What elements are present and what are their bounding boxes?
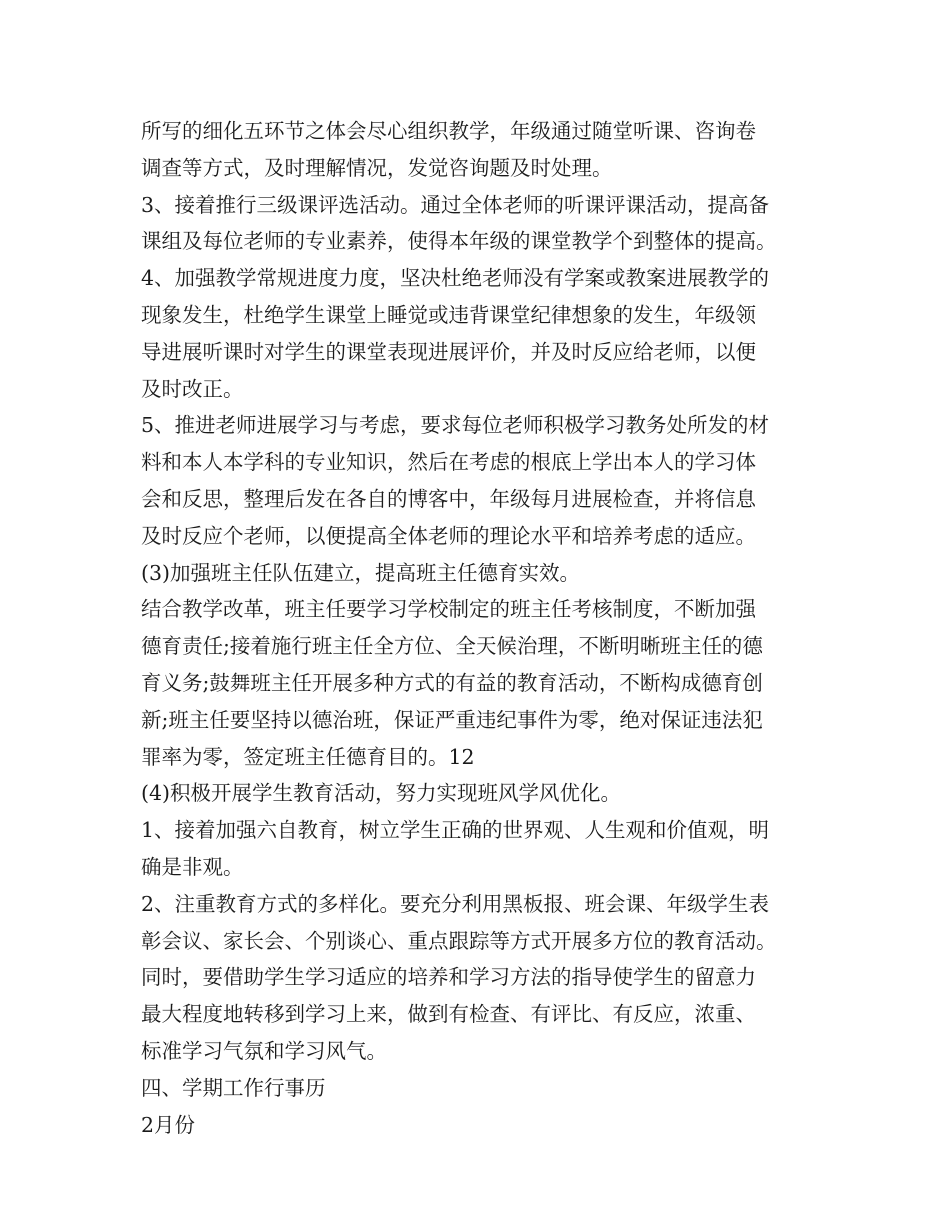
text-line: (4)积极开展学生教育活动，努力实现班风学风优化。	[141, 781, 622, 806]
text-line: 罪率为零，签定班主任德育目的。12	[141, 744, 475, 769]
text-line: 彰会议、家长会、个别谈心、重点跟踪等方式开展多方位的教育活动。	[141, 928, 777, 953]
text-line: 现象发生，杜绝学生课堂上睡觉或违背课堂纪律想象的发生，年级领	[141, 302, 756, 327]
month-heading: 2月份	[141, 1112, 196, 1137]
text-line: 导进展听课时对学生的课堂表现进展评价，并及时反应给老师，以便	[141, 339, 756, 364]
text-line: 1、接着加强六自教育，树立学生正确的世界观、人生观和价值观，明	[141, 818, 770, 843]
text-line: 育义务;鼓舞班主任开展多种方式的有益的教育活动，不断构成德育创	[141, 670, 763, 695]
text-line: 料和本人本学科的专业知识，然后在考虑的根底上学出本人的学习体	[141, 450, 756, 475]
document-body	[141, 113, 841, 1143]
text-line: (3)加强班主任队伍建立，提高班主任德育实效。	[141, 560, 581, 585]
text-line: 最大程度地转移到学习上来，做到有检查、有评比、有反应，浓重、	[141, 1002, 756, 1027]
text-line: 4、加强教学常规进度力度，坚决杜绝老师没有学案或教案进展教学的	[141, 266, 770, 291]
text-line: 同时，要借助学生学习适应的培养和学习方法的指导使学生的留意力	[141, 965, 756, 990]
text-line: 3、接着推行三级课评选活动。通过全体老师的听课评课活动，提高备	[141, 192, 770, 217]
text-line: 会和反思，整理后发在各自的博客中，年级每月进展检查，并将信息	[141, 486, 756, 511]
section-heading: 四、学期工作行事历	[141, 1075, 326, 1100]
text-line: 结合教学改革，班主任要学习学校制定的班主任考核制度，不断加强	[141, 597, 756, 622]
text-line: 调查等方式，及时理解情况，发觉咨询题及时处理。	[141, 155, 613, 180]
text-line: 确是非观。	[141, 854, 244, 879]
text-line: 5、推进老师进展学习与考虑，要求每位老师积极学习教务处所发的材	[141, 413, 770, 438]
text-line: 2、注重教育方式的多样化。要充分利用黑板报、班会课、年级学生表	[141, 891, 770, 916]
text-line: 标准学习气氛和学习风气。	[141, 1038, 387, 1063]
text-line: 德育责任;接着施行班主任全方位、全天候治理，不断明晰班主任的德	[141, 634, 763, 659]
text-line: 及时改正。	[141, 376, 244, 401]
text-line: 新;班主任要坚持以德治班，保证严重违纪事件为零，绝对保证违法犯	[141, 707, 763, 732]
text-line: 所写的细化五环节之体会尽心组织教学，年级通过随堂听课、咨询卷	[141, 119, 756, 143]
text-line: 课组及每位老师的专业素养，使得本年级的课堂教学个到整体的提高。	[141, 229, 777, 254]
text-line: 及时反应个老师，以便提高全体老师的理论水平和培养考虑的适应。	[141, 523, 756, 548]
